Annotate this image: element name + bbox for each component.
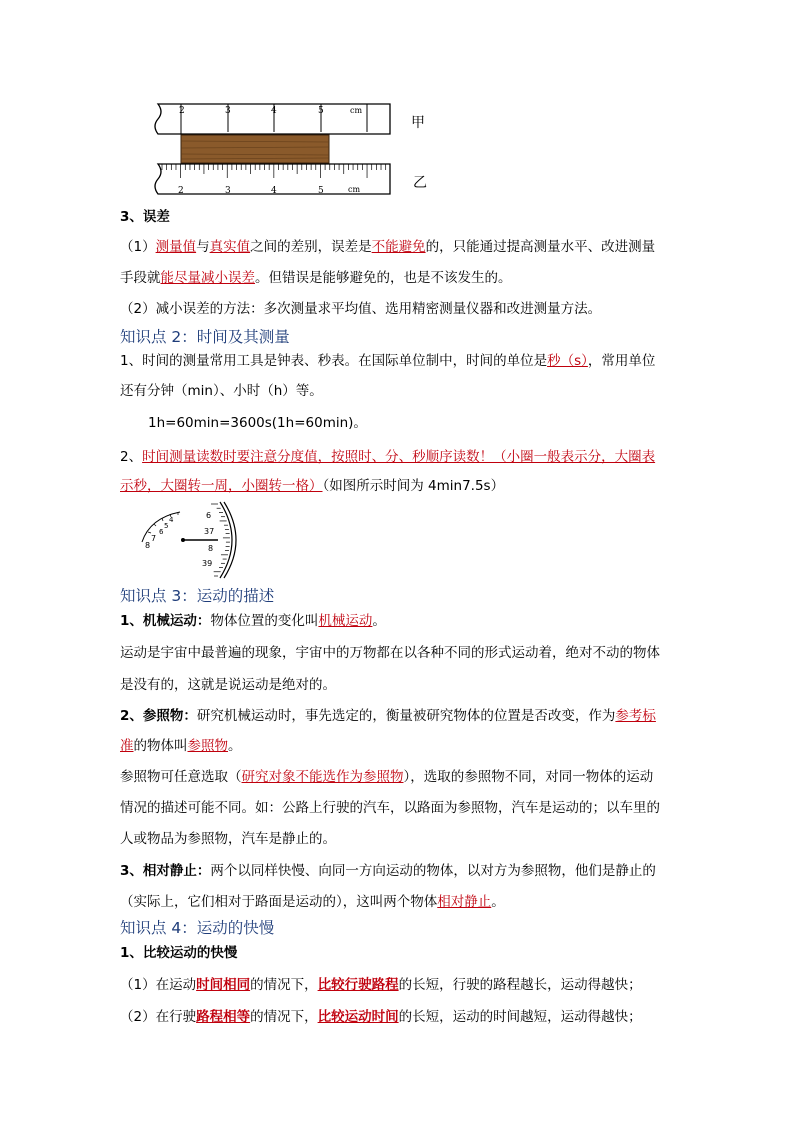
ruler-bottom-tick: 5	[318, 186, 324, 196]
ruler-bottom-tick: 2	[178, 186, 184, 196]
ruler-bottom-tick: 4	[271, 186, 277, 196]
paragraph: 参照物可任意选取（研究对象不能选作为参照物），选取的参照物不同，对同一物体的运动	[120, 769, 654, 785]
paragraph: （2）减小误差的方法：多次测量求平均值、选用精密测量仪器和改进测量方法。	[120, 301, 602, 317]
stopwatch-figure	[140, 500, 240, 580]
formula: 1h=60min=3600s(1h=60min)。	[148, 415, 367, 431]
big-dial-tick: 37	[204, 527, 215, 536]
subheading: 1、比较运动的快慢	[120, 945, 238, 961]
paragraph: 是没有的，这就是说运动是绝对的。	[120, 677, 336, 693]
ruler-top-tick: 4	[271, 106, 277, 116]
paragraph: （1）在运动时间相同的情况下，比较行驶路程的长短，行驶的路程越长，运动得越快；	[120, 977, 642, 993]
paragraph: 1、时间的测量常用工具是钟表、秒表。在国际单位制中，时间的单位是秒（s），常用单位	[120, 353, 656, 369]
kp3-heading: 知识点 3：运动的描述	[120, 587, 275, 605]
ruler-label-jia: 甲	[411, 115, 425, 131]
big-dial-tick: 39	[202, 559, 213, 568]
big-dial-tick: 6	[206, 511, 212, 520]
ruler-top-tick: 3	[225, 106, 231, 116]
section-title-error: 3、误差	[120, 209, 170, 225]
paragraph: 1、机械运动：物体位置的变化叫机械运动。	[120, 613, 386, 629]
ruler-label-yi: 乙	[413, 175, 427, 191]
ruler-bottom-tick: cm	[348, 185, 361, 194]
small-dial-tick: 5	[164, 522, 169, 530]
kp2-heading: 知识点 2：时间及其测量	[120, 328, 290, 346]
paragraph: 情况的描述可能不同。如：公路上行驶的汽车，以路面为参照物，汽车是运动的；以车里的	[120, 800, 660, 816]
small-dial-tick: 7	[151, 534, 157, 543]
small-dial-tick: 8	[145, 541, 151, 550]
paragraph: 运动是宇宙中最普遍的现象，宇宙中的万物都在以各种不同的形式运动着，绝对不动的物体	[120, 645, 660, 661]
paragraph: 人或物品为参照物，汽车是静止的。	[120, 831, 336, 847]
ruler-figure	[150, 96, 450, 202]
small-dial-tick: 4	[169, 516, 174, 524]
big-dial-tick: 8	[208, 544, 214, 553]
paragraph: 2、参照物：研究机械运动时，事先选定的，衡量被研究物体的位置是否改变，作为参考标	[120, 708, 656, 724]
ruler-bottom-tick: 3	[225, 186, 231, 196]
paragraph: （实际上，它们相对于路面是运动的），这叫两个物体相对静止。	[120, 894, 505, 910]
paragraph: 准的物体叫参照物。	[120, 738, 242, 754]
paragraph: 示秒，大圈转一周，小圈转一格）（如图所示时间为 4min7.5s）	[120, 478, 505, 494]
paragraph: （1）测量值与真实值之间的差别，误差是不能避免的，只能通过提高测量水平、改进测量	[120, 239, 656, 255]
paragraph: 2、时间测量读数时要注意分度值，按照时、分、秒顺序读数！（小圈一般表示分，大圈表	[120, 449, 656, 465]
paragraph: （2）在行驶路程相等的情况下，比较运动时间的长短，运动的时间越短，运动得越快；	[120, 1009, 642, 1025]
small-dial-tick: 6	[159, 528, 164, 536]
ruler-top-tick: 5	[318, 106, 324, 116]
ruler-top-tick: cm	[350, 106, 363, 115]
paragraph: 手段就能尽量减小误差。但错误是能够避免的，也是不该发生的。	[120, 270, 512, 286]
paragraph: 还有分钟（min）、小时（h）等。	[120, 383, 323, 399]
ruler-top-tick: 2	[179, 106, 185, 116]
paragraph: 3、相对静止：两个以同样快慢、向同一方向运动的物体，以对方为参照物，他们是静止的	[120, 863, 656, 879]
kp4-heading: 知识点 4：运动的快慢	[120, 919, 275, 937]
